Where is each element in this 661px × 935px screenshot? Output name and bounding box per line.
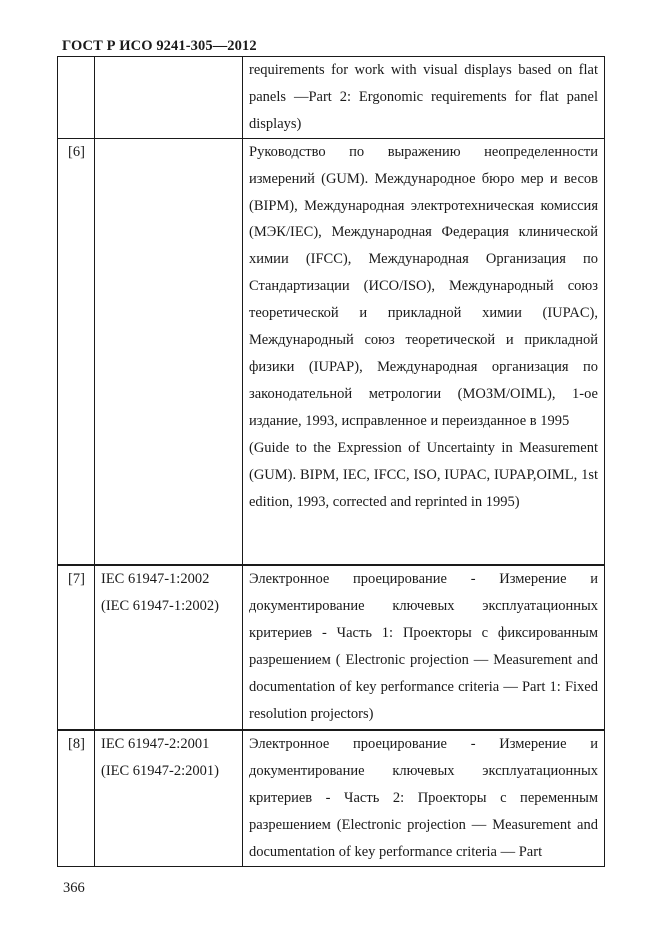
table-row bbox=[58, 57, 605, 139]
ref-code: IEC 61947-2:2001 (IEC 61947-2:2001) bbox=[95, 730, 243, 866]
ref-description: Электронное проецирование - Измерение и документирование ключевых эксплуатационных критериев - Часть 1: Проекторы с фиксированным разрешением ( Electronic projection — Measurement and documentation of key performance criteria — Part 1: Fixed resolution projectors) bbox=[243, 565, 605, 730]
ref-description: Руководство по выражению неопределенности измерений (GUM). Международное бюро мер и весов (BIPM), Международная электротехническая комиссия (МЭК/IEC), Международная Федерация клинической химии (IFCC), Международная Организация по Стандартизации (ИСО/ISO), Международный союз теоретической и прикладной химии (IUPAC), Международный союз теоретической и прикладной физики (IUPAP), Международная организация по законодательной метрологии (МОЗМ/OIML), 1-ое издание, 1993, исправленное и переизданное в 1995 (Guide to the Expression of Uncertainty in Measurement (GUM). BIPM, IEC, IFCC, ISO, IUPAC, IUPAP,OIML, 1st edition, 1993, corrected and reprinted in 1995) bbox=[243, 138, 605, 565]
ref-number: [6] bbox=[58, 138, 95, 565]
ref-description: Электронное проецирование - Измерение и документирование ключевых эксплуатационных критериев - Часть 2: Проекторы с переменным разрешением (Electronic projection — Measurement and documentation of key performance criteria — Part bbox=[243, 730, 605, 866]
ref-number: [8] bbox=[58, 730, 95, 866]
table-row bbox=[58, 138, 605, 565]
page-number: 366 bbox=[63, 880, 85, 896]
ref-code bbox=[95, 57, 243, 139]
ref-code: IEC 61947-1:2002 (IEC 61947-1:2002) bbox=[95, 565, 243, 730]
ref-description: requirements for work with visual displays based on flat panels —Part 2: Ergonomic requirements for flat panel displays) bbox=[243, 57, 605, 139]
table-row bbox=[58, 730, 605, 866]
ref-number: [7] bbox=[58, 565, 95, 730]
ref-code bbox=[95, 138, 243, 565]
bibliography-table bbox=[57, 56, 605, 867]
ref-number bbox=[58, 57, 95, 139]
table-row bbox=[58, 565, 605, 730]
document-header: ГОСТ Р ИСО 9241-305—2012 bbox=[62, 38, 257, 54]
